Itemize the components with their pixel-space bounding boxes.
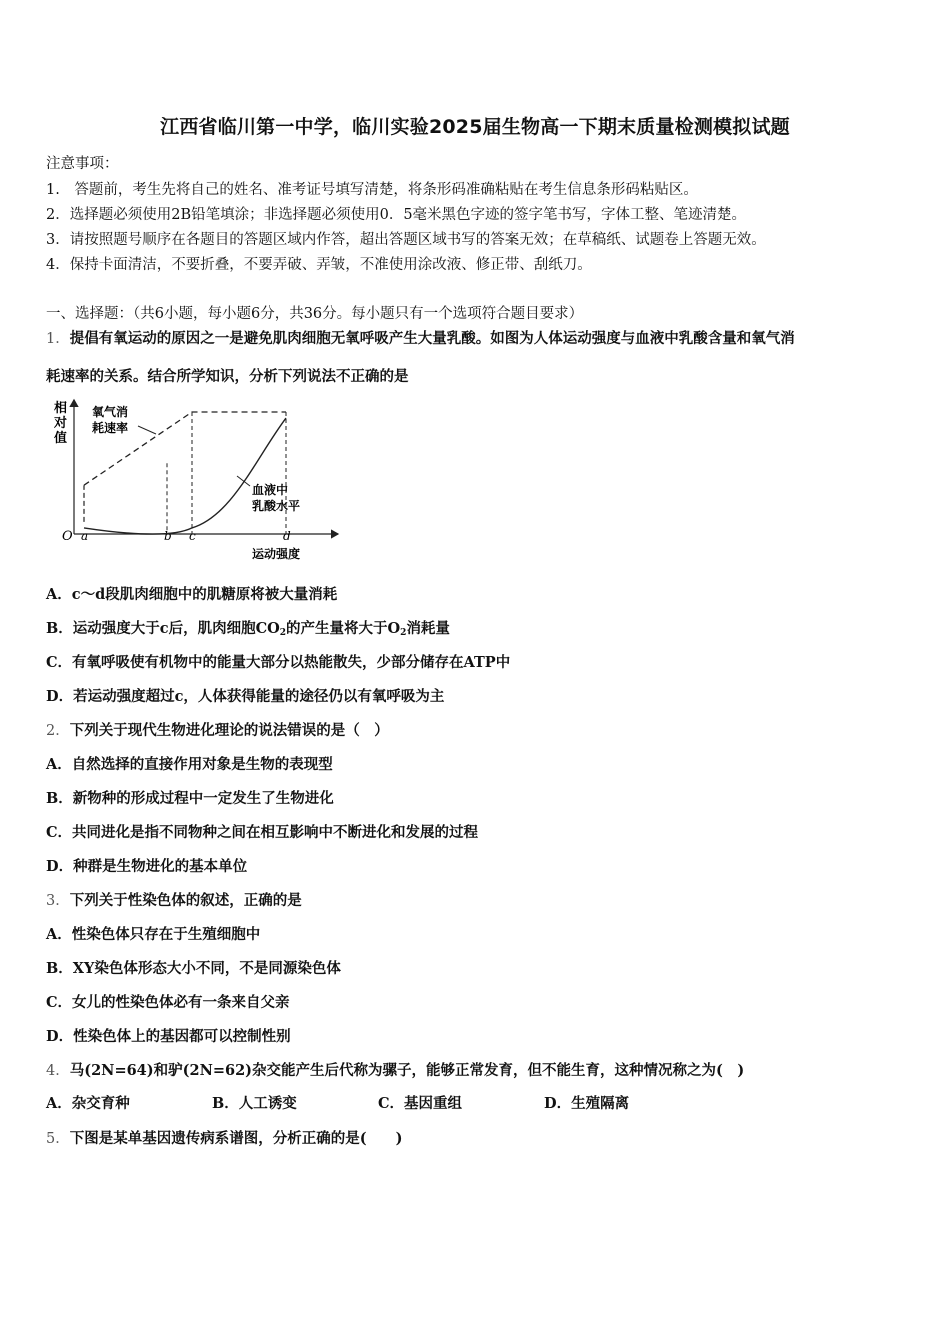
q3-option-d: D．性染色体上的基因都可以控制性别 [46,1028,291,1045]
x-tick-label-c: c [189,529,196,543]
q4-stem-text: 马(2N=64)和驴(2N=62)杂交能产生后代称为骡子，能够正常发育，但不能生育，这种情况称之为( ) [69,1062,745,1079]
q5-stem [46,1127,402,1148]
lactate-series-label-line2: 乳酸水平 [252,499,301,513]
y-axis-label [53,400,67,446]
x-tick-label-b: b [164,529,172,543]
q4-option-d: D．生殖隔离 [544,1095,630,1112]
exam-title: 江西省临川第一中学，临川实验2025届生物高一下期末质量检测模拟试题 [160,116,790,138]
q1-chart [46,394,346,566]
oxygen-series-label-line1: 氧气消 [92,405,129,419]
oxygen-series-label-line2: 耗速率 [92,421,129,435]
q3-number: 3． [46,893,70,909]
notice-item-1: 1. 答题前，考生先将自己的姓名、准考证号填写清楚，将条形码准确粘贴在考生信息条形码粘贴区。 [46,182,698,198]
q2-option-d: D．种群是生物进化的基本单位 [46,858,248,875]
notice-item-2: 2．选择题必须使用2B铅笔填涂；非选择题必须使用0．5毫米黑色字迹的签字笔书写，字体工整、笔迹清楚。 [46,207,747,223]
lactate-level-series [84,418,289,534]
y-axis-label-char: 对 [54,416,68,431]
q1-option-b [46,617,450,638]
lactate-label-leader [237,476,250,486]
q2-stem-text: 下列关于现代生物进化理论的说法错误的是（ ） [69,722,389,739]
q3-option-b: B．XY染色体形态大小不同，不是同源染色体 [46,960,341,977]
q2-number: 2． [46,723,70,739]
q3-stem [46,889,302,910]
lactate-series-label-line1: 血液中 [252,483,289,497]
q1-option-b-sub1: 2 [279,628,287,638]
q2-option-c: C．共同进化是指不同物种之间在相互影响中不断进化和发展的过程 [46,824,479,841]
q5-stem-text: 下图是某单基因遗传病系谱图，分析正确的是( ) [69,1130,403,1147]
q2-option-b: B．新物种的形成过程中一定发生了生物进化 [46,790,334,807]
q1-stem-text: 提倡有氧运动的原因之一是避免肌肉细胞无氧呼吸产生大量乳酸。如图为人体运动强度与血液中乳酸含量和氧气消 [69,330,795,347]
q3-stem-text: 下列关于性染色体的叙述，正确的是 [69,892,302,909]
origin-label: O [62,529,73,544]
section-heading: 一、选择题：（共6小题，每小题6分，共36分。每小题只有一个选项符合题目要求） [46,306,584,322]
q1-option-b-part3: 消耗量 [406,620,450,637]
q3-option-c: C．女儿的性染色体必有一条来自父亲 [46,994,290,1011]
q1-option-b-part1: B．运动强度大于c后，肌肉细胞CO [46,620,280,637]
q4-option-a: A．杂交育种 [46,1095,130,1112]
y-axis-label-char: 值 [54,431,68,446]
y-axis-label-char: 相 [54,401,68,416]
q4-stem [46,1059,744,1080]
q1-option-b-sub2: 2 [400,628,407,638]
q2-option-a: A．自然选择的直接作用对象是生物的表现型 [46,756,333,773]
q4-option-c: C．基因重组 [378,1095,463,1112]
q1-option-b-part2: 的产生量将大于O [286,620,401,637]
q1-stem-line2: 耗速率的关系。结合所学知识，分析下列说法不正确的是 [46,368,409,385]
q4-number: 4． [46,1063,70,1079]
q4-options-row [46,1092,629,1113]
chart-plot-area [81,404,300,543]
q1-stem-line1 [46,327,795,348]
q5-number: 5． [46,1131,70,1147]
notice-item-3: 3．请按照题号顺序在各题目的答题区域内作答，超出答题区域书写的答案无效；在草稿纸、试题卷上答题无效。 [46,232,766,248]
q1-number: 1． [46,331,70,347]
x-tick-label-a: a [81,529,89,543]
notice-item-4: 4．保持卡面清洁，不要折叠，不要弄破、弄皱，不准使用涂改液、修正带、刮纸刀。 [46,257,592,273]
x-tick-label-d: d [283,529,291,543]
q1-option-a: A．c～d段肌肉细胞中的肌糖原将被大量消耗 [46,586,338,603]
q2-stem [46,719,389,740]
notice-heading: 注意事项： [46,156,119,172]
oxygen-label-leader [138,426,156,434]
q1-option-c: C．有氧呼吸使有机物中的能量大部分以热能散失，少部分储存在ATP中 [46,654,511,671]
q4-option-b: B．人工诱变 [212,1095,297,1112]
x-axis-label: 运动强度 [252,547,301,561]
q1-option-d: D．若运动强度超过c，人体获得能量的途径仍以有氧呼吸为主 [46,688,445,705]
q3-option-a: A．性染色体只存在于生殖细胞中 [46,926,261,943]
